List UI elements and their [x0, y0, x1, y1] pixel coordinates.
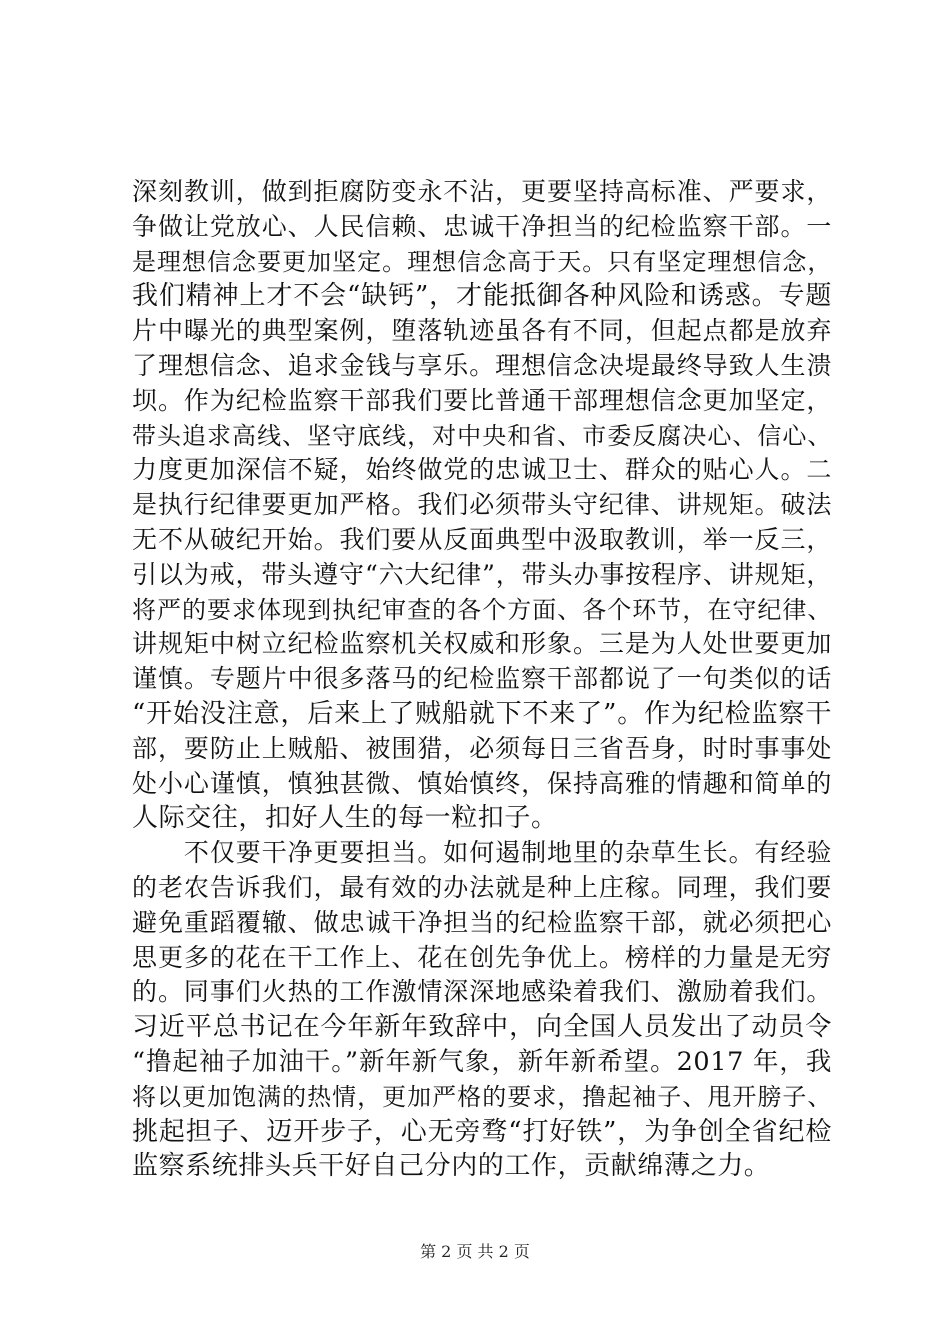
text-line: 思更多的花在干工作上、花在创先争优上。榜样的力量是无穷 — [132, 942, 832, 972]
text-line: 处小心谨慎，慎独甚微、慎始慎终，保持高雅的情趣和简单的 — [132, 768, 832, 798]
text-line: 争做让党放心、人民信赖、忠诚干净担当的纪检监察干部。一 — [132, 211, 832, 241]
text-line: 是执行纪律要更加严格。我们必须带头守纪律、讲规矩。破法 — [132, 490, 832, 520]
text-line: 了理想信念、追求金钱与享乐。理想信念决堤最终导致人生溃 — [132, 350, 832, 380]
text-line: 避免重蹈覆辙、做忠诚干净担当的纪检监察干部，就必须把心 — [132, 907, 832, 937]
text-line: 力度更加深信不疑，始终做党的忠诚卫士、群众的贴心人。二 — [132, 455, 832, 485]
text-line: 深刻教训，做到拒腐防变永不沾，更要坚持高标准、严要求， — [132, 177, 832, 206]
text-line: 的。同事们火热的工作激情深深地感染着我们、激励着我们。 — [132, 977, 832, 1007]
text-line: 将以更加饱满的热情，更加严格的要求，撸起袖子、甩开膀子、 — [132, 1082, 832, 1111]
text-line: 片中曝光的典型案例，堕落轨迹虽各有不同，但起点都是放弃 — [132, 316, 832, 346]
paragraph-2 — [132, 836, 832, 1184]
text-line: 的老农告诉我们，最有效的办法就是种上庄稼。同理，我们要 — [132, 872, 832, 902]
page-number-footer: 第 2 页 共 2 页 — [420, 1242, 530, 1261]
text-line: 讲规矩中树立纪检监察机关权威和形象。三是为人处世要更加 — [132, 629, 832, 659]
text-line: 挑起担子、迈开步子，心无旁骛“打好铁”，为争创全省纪检 — [132, 1116, 832, 1147]
text-line: 引以为戒，带头遵守“六大纪律”，带头办事按程序、讲规矩， — [132, 559, 832, 589]
text-line: “撸起袖子加油干。”新年新气象，新年新希望。2017 年，我 — [132, 1046, 832, 1077]
text-line: 我们精神上才不会“缺钙”，才能抵御各种风险和诱惑。专题 — [132, 281, 832, 312]
paragraph-1 — [132, 175, 832, 836]
text-line: 带头追求高线、坚守底线，对中央和省、市委反腐决心、信心、 — [132, 421, 832, 450]
document-body — [132, 175, 832, 1184]
text-line: 监察系统排头兵干好自己分内的工作，贡献绵薄之力。 — [132, 1151, 771, 1182]
text-line: 无不从破纪开始。我们要从反面典型中汲取教训，举一反三， — [132, 524, 832, 554]
text-line: 是理想信念要更加坚定。理想信念高于天。只有坚定理想信念， — [132, 247, 832, 276]
text-line: 谨慎。专题片中很多落马的纪检监察干部都说了一句类似的话 — [132, 664, 832, 694]
text-line: 人际交往，扣好人生的每一粒扣子。 — [132, 803, 558, 834]
text-line: 习近平总书记在今年新年致辞中，向全国人员发出了动员令 — [132, 1012, 832, 1043]
text-line: 不仅要干净更要担当。如何遏制地里的杂草生长。有经验 — [132, 838, 832, 868]
text-line: “开始没注意，后来上了贼船就下不来了”。作为纪检监察干 — [132, 698, 832, 729]
text-line: 坝。作为纪检监察干部我们要比普通干部理想信念更加坚定， — [132, 385, 832, 415]
text-line: 部，要防止上贼船、被围猎，必须每日三省吾身，时时事事处 — [132, 733, 832, 763]
text-line: 将严的要求体现到执纪审查的各个方面、各个环节，在守纪律、 — [132, 595, 832, 624]
